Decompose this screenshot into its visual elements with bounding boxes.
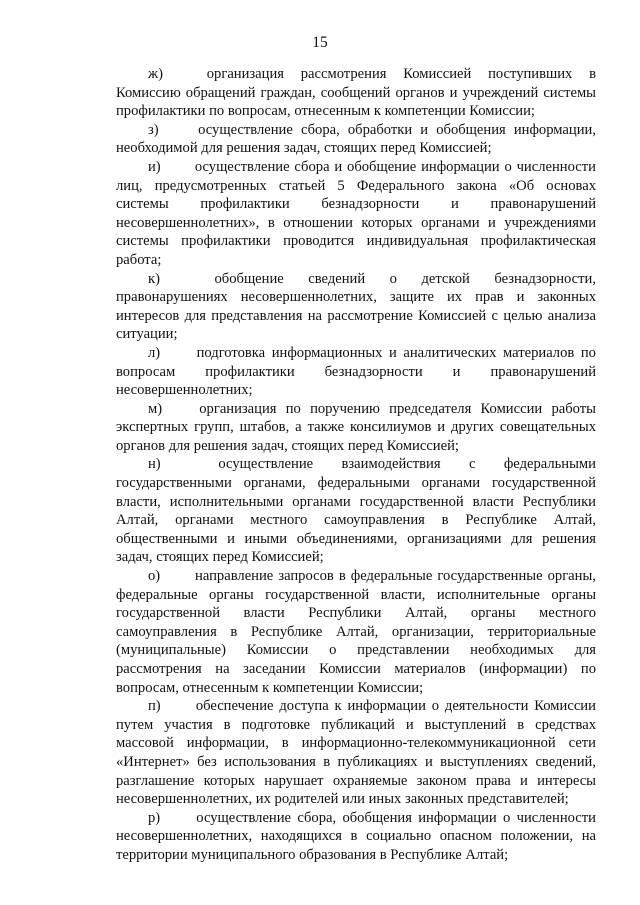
item-text-line: (муниципальные) Комиссии о представлении необходимых для xyxy=(116,642,596,659)
list-item xyxy=(116,65,596,121)
item-word: численности xyxy=(516,158,596,175)
item-text-line: государственными органами, федеральными органами государственной xyxy=(116,475,596,492)
item-word: о xyxy=(504,158,512,175)
item-word: безнадзорности, xyxy=(494,270,596,287)
item-word: в xyxy=(338,568,346,585)
item-first-line xyxy=(116,344,596,363)
item-letter: и) xyxy=(148,158,161,175)
item-word: сбора, xyxy=(297,809,337,826)
item-text-line: государственной власти Республики Алтай, органы местного xyxy=(116,605,596,622)
item-text-line: задач, стоящих перед Комиссией; xyxy=(116,549,324,566)
item-letter: п) xyxy=(148,698,161,715)
item-text-line: работа; xyxy=(116,251,162,268)
item-first-line xyxy=(116,567,596,586)
list-item xyxy=(116,400,596,456)
item-text-line: необходимой для решения задач, стоящих перед Комиссией; xyxy=(116,140,492,157)
item-first-line xyxy=(116,455,596,474)
item-word: с xyxy=(468,456,476,473)
item-word: и xyxy=(334,158,343,175)
item-word: осуществление xyxy=(218,456,314,473)
item-text-line: «Интернет» без использования в публикациях и выступлениях сведений, xyxy=(116,753,596,770)
item-text-line: территории муниципального образования в Республике Алтай; xyxy=(116,846,509,863)
list-item xyxy=(116,121,596,158)
item-text-line: лиц, предусмотренных статьей 5 Федерального закона «Об основах xyxy=(116,177,596,194)
item-word: детской xyxy=(421,270,470,287)
item-text-line: правонарушениях несовершеннолетних, защите их прав и законных xyxy=(116,289,596,306)
item-word: о xyxy=(503,809,511,826)
item-text-line: вопросам профилактики безнадзорности и правонарушений xyxy=(116,363,596,380)
item-word: осуществление xyxy=(198,121,293,138)
item-word: и xyxy=(389,344,397,361)
item-text-line: несовершеннолетних, их родителей или иных законных представителей; xyxy=(116,791,569,808)
document-body xyxy=(116,65,596,865)
item-text-line: вопросам, отнесенным к компетенции Комиссии; xyxy=(116,679,424,696)
item-word: подготовка xyxy=(196,344,266,361)
list-item xyxy=(116,344,596,400)
item-word: работы xyxy=(551,400,596,417)
item-text-line: интересов для представления на рассмотрение Комиссией с целью анализа xyxy=(116,307,596,324)
item-word: материалов xyxy=(503,344,575,361)
item-text-line: Комиссию обращений граждан, сообщений органов и учреждений системы xyxy=(116,84,596,101)
item-text-line: органов для решения задач, стоящих перед Комиссией; xyxy=(116,437,459,454)
item-word: численности xyxy=(516,809,596,826)
item-text-line: общественными и иными объединениями, организациями для решения xyxy=(116,530,596,547)
item-letter: м) xyxy=(148,400,163,417)
item-text-line: несовершеннолетних, находящихся в социально опасном положении, на xyxy=(116,828,596,845)
item-text-line: массовой информации, в информационно-телекоммуникационной сети xyxy=(116,735,596,752)
item-text-line: федеральные органы государственной власти, исполнительные органы xyxy=(116,586,596,603)
item-word: обобщения xyxy=(436,121,506,138)
item-word: Комиссией xyxy=(403,66,472,82)
list-item xyxy=(116,455,596,567)
item-text-line: системы профилактики безнадзорности и правонарушений xyxy=(116,196,596,213)
item-word: аналитических xyxy=(403,344,497,361)
item-word: обобщения xyxy=(342,809,412,826)
item-word: Комиссии xyxy=(480,400,543,417)
item-first-line xyxy=(116,697,596,716)
item-word: о xyxy=(431,698,440,715)
item-letter: к) xyxy=(148,270,160,287)
item-word: обеспечение xyxy=(195,698,274,715)
item-word: информации xyxy=(418,809,497,826)
item-word: рассмотрения xyxy=(300,66,387,82)
item-word: и xyxy=(420,121,429,138)
item-text-line: разглашение которых нарушает охраняемые законом права и интересы xyxy=(116,772,596,789)
item-word: к xyxy=(334,698,342,715)
item-word: информационных xyxy=(271,344,383,361)
item-first-line xyxy=(116,400,596,419)
item-word: организация xyxy=(206,66,284,82)
item-word: информации, xyxy=(513,121,596,138)
item-first-line xyxy=(116,65,596,84)
item-text-line: ситуации; xyxy=(116,326,178,343)
item-word: сбора, xyxy=(300,121,340,138)
item-letter: з) xyxy=(148,121,159,138)
item-word: федеральными xyxy=(503,456,596,473)
item-letter: н) xyxy=(148,456,161,473)
item-word: организация xyxy=(199,400,277,417)
item-word: поступивших xyxy=(488,66,573,82)
item-text-line: экспертных групп, штабов, а также консилиумов и других совещательных xyxy=(116,419,596,436)
item-text-line: несовершеннолетних; xyxy=(116,382,253,399)
item-word: государственные xyxy=(437,568,543,585)
item-word: федеральные xyxy=(350,568,433,585)
item-first-line xyxy=(116,121,596,140)
item-word: осуществление xyxy=(196,809,292,826)
item-word: информации xyxy=(347,698,426,715)
item-word: направление xyxy=(195,568,274,585)
item-letter: о) xyxy=(148,568,161,585)
item-text-line: рассмотрения на заседании Комиссии материалов (информации) по xyxy=(116,661,596,677)
item-word: осуществление xyxy=(194,158,290,175)
item-word: деятельности xyxy=(444,698,529,715)
list-item xyxy=(116,567,596,697)
item-word: Комиссии xyxy=(534,698,596,715)
item-text-line: системы профилактики проводится индивидуальная профилактическая xyxy=(116,233,596,250)
item-word: поручению xyxy=(310,400,380,417)
item-first-line xyxy=(116,809,596,828)
item-letter: ж) xyxy=(148,66,163,82)
item-word: сведений xyxy=(308,270,366,287)
item-letter: л) xyxy=(148,344,161,361)
item-first-line xyxy=(116,270,596,289)
list-item xyxy=(116,158,596,270)
item-word: сбора xyxy=(294,158,330,175)
item-word: о xyxy=(389,270,397,287)
list-item xyxy=(116,270,596,344)
page-number: 15 xyxy=(312,34,328,51)
item-text-line: путем участия в подготовке публикаций и выступлений в средствах xyxy=(116,716,596,733)
item-letter: р) xyxy=(148,809,161,826)
item-text-line: несовершеннолетних», в отношении которых органами и учреждениями xyxy=(116,214,596,231)
item-text-line: Алтай, органами местного самоуправления в Республике Алтай, xyxy=(116,512,596,529)
item-word: в xyxy=(589,66,596,82)
item-word: информации xyxy=(421,158,500,175)
item-word: обобщение xyxy=(347,158,417,175)
item-word: взаимодействия xyxy=(341,456,441,473)
item-word: обобщение xyxy=(214,270,284,287)
item-word: органы, xyxy=(547,568,596,585)
item-first-line xyxy=(116,158,596,177)
item-word: доступа xyxy=(279,698,329,715)
item-text-line: самоуправления в Республике Алтай, организации, территориальные xyxy=(116,623,596,640)
item-word: обработки xyxy=(347,121,413,138)
list-item xyxy=(116,809,596,865)
item-text-line: власти, исполнительными органами государственной власти Республики xyxy=(116,493,596,510)
item-text-line: профилактики по вопросам, отнесенным к компетенции Комиссии; xyxy=(116,103,535,120)
item-word: запросов xyxy=(278,568,334,585)
item-word: по xyxy=(580,344,596,361)
list-item xyxy=(116,697,596,809)
item-word: по xyxy=(285,400,301,417)
item-word: председателя xyxy=(389,400,472,417)
